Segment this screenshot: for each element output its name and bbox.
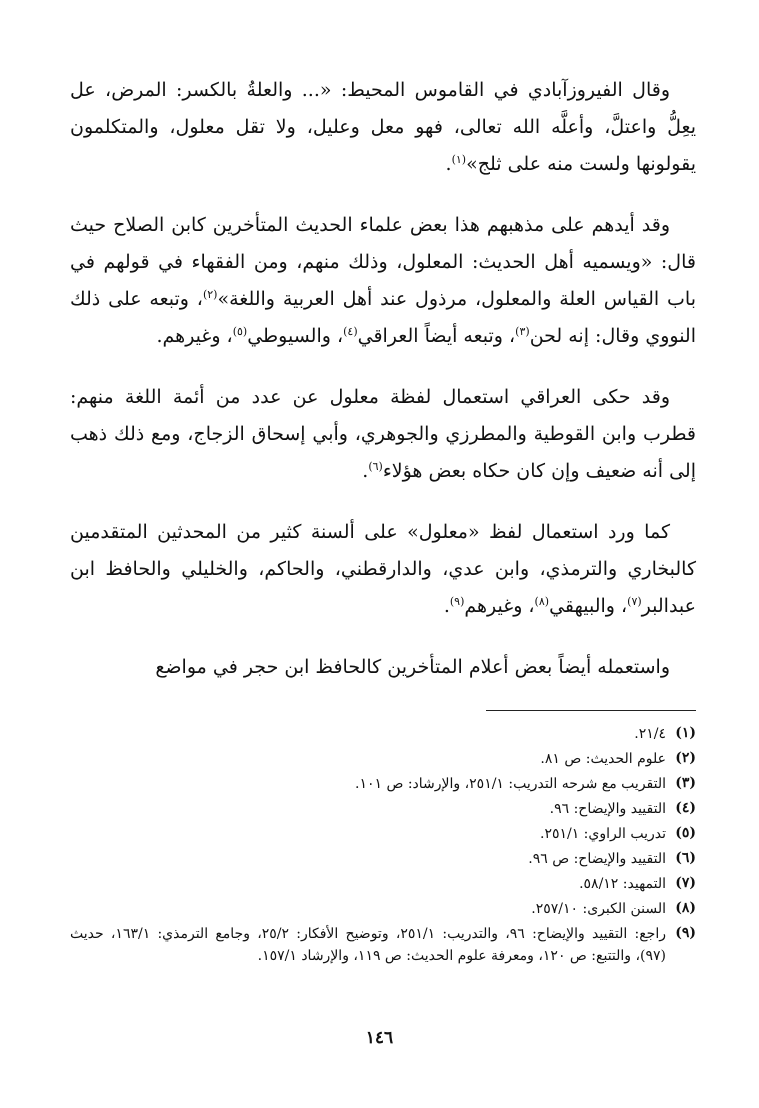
footnote-number: (٢) — [675, 750, 696, 766]
footnote-2 — [70, 746, 696, 771]
footnote-reference: (٤) — [343, 325, 358, 338]
footnote-1 — [70, 721, 696, 746]
text-run: كما ورد استعمال لفظ «معلول» على ألسنة كثير من المحدثين المتقدمين كالبخاري والترمذي، وابن عدي، والدارقطني، والحاكم، والخليلي والحافظ ابن عبدالبر — [70, 521, 696, 617]
paragraph-2 — [70, 207, 696, 355]
footnote-number: (٦) — [675, 850, 696, 866]
text-run: ، وغيرهم — [464, 595, 535, 617]
text-run: ، وتبعه أيضاً العراقي — [357, 325, 516, 347]
text-run: ، وغيرهم. — [156, 325, 233, 347]
footnote-reference: (٨) — [534, 595, 550, 608]
text-run: ، والسيوطي — [247, 325, 344, 347]
text-run: واستعمله أيضاً بعض أعلام المتأخرين كالحافظ ابن حجر في مواضع — [155, 656, 670, 678]
text-run: . — [445, 153, 452, 175]
footnote-reference: (٧) — [627, 595, 642, 608]
footnote-text: التقييد والإيضاح: ٩٦. — [549, 801, 666, 817]
footnote-text: السنن الكبرى: ٢٥٧/١٠. — [531, 901, 666, 917]
paragraph-1 — [70, 72, 696, 183]
text-run: وقد أيدهم على مذهبهم هذا بعض علماء الحديث المتأخرين كابن الصلاح حيث قال: «ويسميه أهل الحديث: المعلول، وذلك منهم، ومن الفقهاء في قولهم في باب القياس العلة والمعلول، مرذول عند أهل العربية واللغة» — [70, 214, 697, 310]
footnote-reference: (٣) — [515, 325, 530, 338]
footnote-number: (٩) — [675, 925, 696, 941]
footnote-8 — [70, 896, 696, 921]
paragraph-3 — [70, 379, 696, 490]
footnote-text: ٢١/٤. — [634, 726, 666, 742]
footnote-text: التقييد والإيضاح: ص ٩٦. — [528, 851, 666, 867]
paragraph-5 — [70, 649, 696, 686]
footnote-text: التمهيد: ٥٨/١٢. — [579, 876, 666, 892]
footnote-number: (٧) — [675, 875, 696, 891]
footnote-number: (٨) — [675, 900, 696, 916]
footnote-7 — [70, 871, 696, 896]
text-run: ، والبيهقي — [549, 595, 628, 617]
footnote-reference: (٦) — [368, 460, 383, 473]
footnote-3 — [70, 771, 696, 796]
text-run: . — [362, 460, 369, 482]
page-number: ١٤٦ — [365, 1028, 394, 1048]
footnote-number: (١) — [675, 725, 696, 741]
footnote-reference: (٩) — [449, 595, 465, 608]
footnote-9 — [70, 921, 696, 967]
text-run: . — [443, 595, 450, 617]
text-run: وقد حكى العراقي استعمال لفظة معلول عن عدد من أئمة اللغة منهم: قطرب وابن القوطية والمطرزي والجوهري، وأبي إسحاق الزجاج، ومع ذلك ذهب إلى أنه ضعيف وإن كان حكاه بعض هؤلاء — [70, 386, 696, 482]
paragraph-4 — [70, 514, 696, 625]
footnote-reference: (٢) — [202, 288, 218, 301]
footnote-text: تدريب الراوي: ٢٥١/١. — [539, 826, 666, 842]
footnote-number: (٤) — [675, 800, 696, 816]
footnote-reference: (١) — [451, 153, 467, 166]
footnote-text: علوم الحديث: ص ٨١. — [540, 751, 666, 767]
document-page — [70, 72, 696, 1072]
body-text — [70, 72, 696, 686]
footnote-reference: (٥) — [232, 325, 248, 338]
footnote-text: التقريب مع شرحه التدريب: ٢٥١/١، والإرشاد: ص ١٠١. — [355, 776, 666, 792]
footnote-text: راجع: التقييد والإيضاح: ٩٦، والتدريب: ٢٥١/١، وتوضيح الأفكار: ٢٥/٢، وجامع الترمذي: ١٦٣/١، حديث (٩٧)، والتتبع: ص ١٢٠، ومعرفة علوم الحديث: ص ١١٩، والإرشاد ١٥٧/١. — [70, 926, 666, 964]
footnotes — [70, 721, 696, 967]
footnote-number: (٥) — [675, 825, 696, 841]
footnote-6 — [70, 846, 696, 871]
text-run: وقال الفيروزآبادي في القاموس المحيط: «... والعلةُ بالكسر: المرض، عل يعِلُّ واعتلَّ، وأعلَّه الله تعالى، فهو معل وعليل، ولا تقل معلول، والمتكلمون يقولونها ولست منه على ثلج» — [70, 79, 696, 175]
text-run: ، وتبعه على ذلك النووي وقال: إنه لحن — [70, 288, 696, 347]
footnote-5 — [70, 821, 696, 846]
footnote-4 — [70, 796, 696, 821]
footnote-separator — [486, 710, 696, 711]
footnote-number: (٣) — [675, 775, 696, 791]
